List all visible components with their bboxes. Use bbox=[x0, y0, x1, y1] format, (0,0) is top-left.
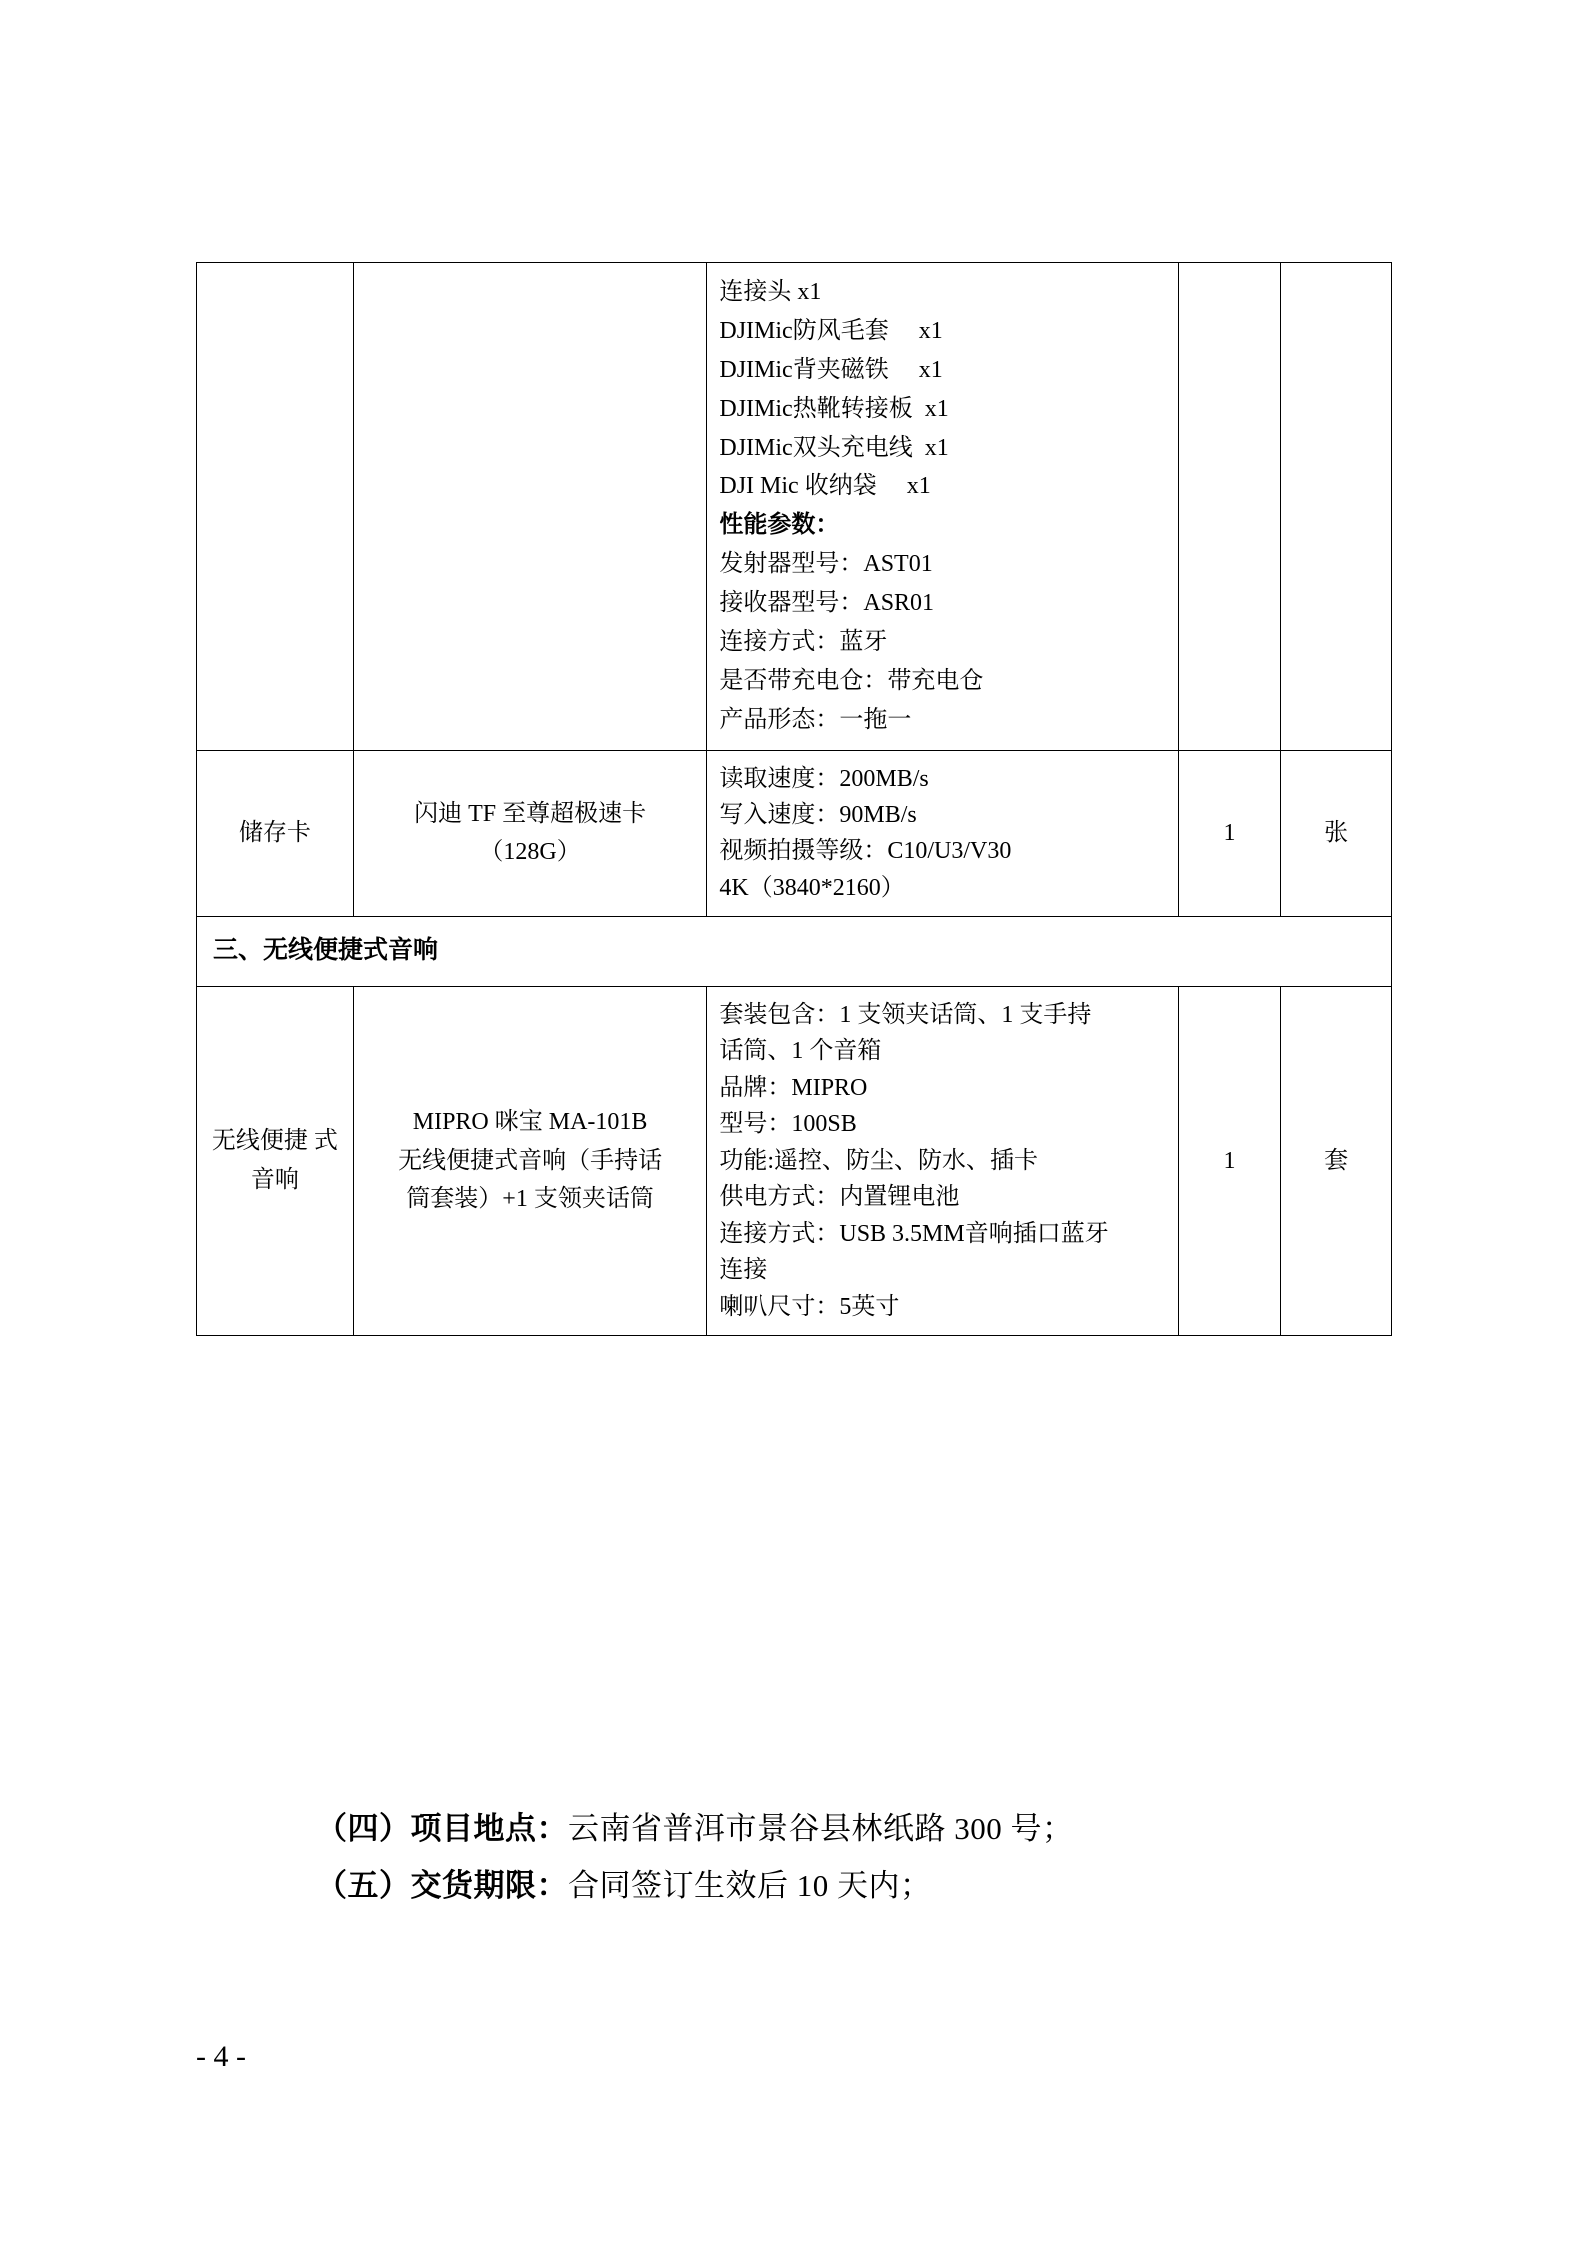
detail-line: 4K（3840*2160） bbox=[719, 874, 905, 901]
detail-line: 视频拍摄等级：C10/U3/V30 bbox=[719, 838, 1012, 865]
cell-item-spec bbox=[353, 986, 707, 1335]
name-line: 无线便捷 bbox=[211, 1128, 308, 1155]
clause-label: （四）项目地点： bbox=[316, 1811, 568, 1846]
detail-line: 产品形态：一拖一 bbox=[719, 706, 912, 733]
spec-line: 无线便捷式音响（手持话 bbox=[398, 1147, 663, 1174]
cell-item-qty bbox=[1178, 263, 1280, 751]
detail-line: 供电方式：内置锂电池 bbox=[719, 1184, 960, 1211]
spec-line: 筒套装）+1 支领夹话筒 bbox=[406, 1186, 654, 1213]
cell-item-qty: 1 bbox=[1178, 750, 1280, 917]
name-line: 式音响 bbox=[250, 1128, 338, 1193]
spec-line: （128G） bbox=[479, 839, 581, 866]
detail-line: 功能:遥控、防尘、防水、插卡 bbox=[719, 1147, 1039, 1174]
detail-line: 发射器型号：AST01 bbox=[719, 551, 933, 578]
detail-line: DJIMic双头充电线 x1 bbox=[719, 434, 949, 461]
detail-line: 品牌：MIPRO bbox=[719, 1074, 868, 1101]
detail-line: 型号：100SB bbox=[719, 1111, 857, 1138]
spec-line: 闪迪 TF 至尊超极速卡 bbox=[414, 800, 647, 827]
cell-item-spec bbox=[353, 750, 707, 917]
table-row bbox=[197, 750, 1392, 917]
detail-line: 接收器型号：ASR01 bbox=[719, 590, 935, 616]
cell-item-unit bbox=[1281, 263, 1392, 751]
clause-delivery-deadline bbox=[196, 1857, 1396, 1914]
detail-line: 连接方式：USB 3.5MM音响插口蓝牙 bbox=[719, 1220, 1109, 1247]
spec-line: MIPRO 咪宝 MA-101B bbox=[412, 1108, 648, 1135]
cell-item-name bbox=[197, 263, 354, 751]
table-section-row bbox=[197, 917, 1392, 987]
detail-line: 是否带充电仓：带充电仓 bbox=[719, 667, 984, 694]
detail-line: 连接头 x1 bbox=[719, 279, 822, 305]
cell-item-name bbox=[197, 986, 354, 1335]
clause-value: 云南省普洱市景谷县林纸路 300 号； bbox=[568, 1811, 1074, 1846]
detail-line: 连接 bbox=[719, 1257, 768, 1284]
table-row bbox=[197, 986, 1392, 1335]
cell-item-qty: 1 bbox=[1178, 986, 1280, 1335]
detail-subheading: 性能参数： bbox=[719, 512, 840, 539]
detail-line: 连接方式：蓝牙 bbox=[719, 628, 888, 655]
section-title: 三、无线便捷式音响 bbox=[197, 917, 1392, 987]
detail-line: 写入速度：90MB/s bbox=[719, 801, 917, 828]
cell-item-name: 储存卡 bbox=[197, 750, 354, 917]
detail-line: 套装包含：1 支领夹话筒、1 支手持 bbox=[719, 1001, 1092, 1028]
detail-line: DJIMic背夹磁铁 x1 bbox=[719, 356, 943, 383]
detail-line: 读取速度：200MB/s bbox=[719, 765, 929, 792]
clause-label: （五）交货期限： bbox=[316, 1868, 568, 1904]
detail-line: 话筒、1 个音箱 bbox=[719, 1038, 882, 1065]
cell-item-detail bbox=[707, 750, 1178, 917]
clause-value: 合同签订生效后 10 天内； bbox=[568, 1868, 932, 1904]
detail-line: DJIMic热靴转接板 x1 bbox=[719, 395, 949, 422]
cell-item-spec bbox=[353, 263, 707, 751]
detail-line: 喇叭尺寸：5英寸 bbox=[719, 1293, 900, 1320]
footer-clauses bbox=[196, 1800, 1396, 1915]
table-row bbox=[197, 263, 1392, 751]
cell-item-unit: 张 bbox=[1281, 750, 1392, 917]
procurement-table bbox=[196, 262, 1392, 1336]
cell-item-unit: 套 bbox=[1281, 986, 1392, 1335]
detail-line: DJI Mic 收纳袋 x1 bbox=[719, 473, 931, 500]
page-number: - 4 - bbox=[196, 2040, 246, 2073]
clause-project-location bbox=[196, 1800, 1396, 1857]
cell-item-detail bbox=[707, 263, 1178, 751]
cell-item-detail bbox=[707, 986, 1178, 1335]
detail-line: DJIMic防风毛套 x1 bbox=[719, 317, 943, 344]
